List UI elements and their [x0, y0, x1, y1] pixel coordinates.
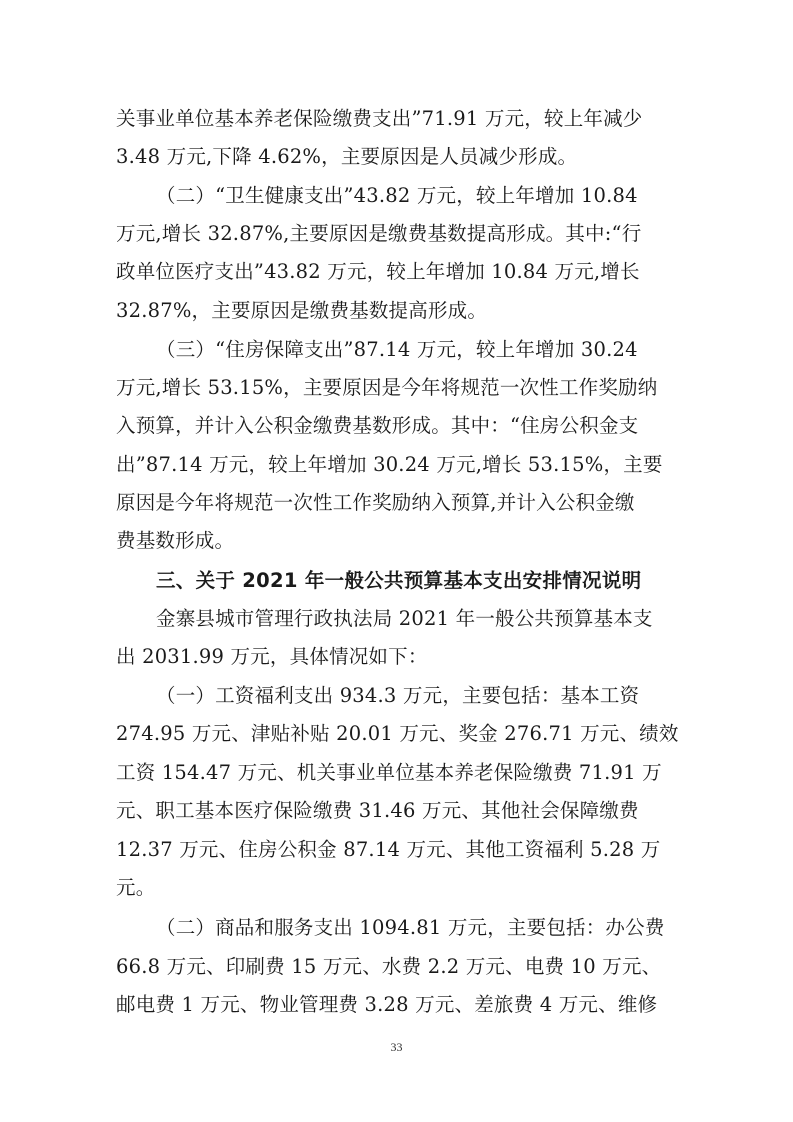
- text-line: 万元,增长 32.87%,主要原因是缴费基数提高形成。其中:“行: [116, 222, 642, 245]
- text-line: 274.95 万元、津贴补贴 20.01 万元、奖金 276.71 万元、绩效: [116, 722, 679, 745]
- page-number: 33: [390, 1040, 403, 1054]
- paragraph-first-line: 金寨县城市管理行政执法局 2021 年一般公共预算基本支: [156, 607, 653, 630]
- text-line: 12.37 万元、住房公积金 87.14 万元、其他工资福利 5.28 万: [116, 838, 661, 861]
- text-line: 元。: [116, 876, 156, 899]
- text-line: 66.8 万元、印刷费 15 万元、水费 2.2 万元、电费 10 万元、: [116, 955, 662, 978]
- text-line: 原因是今年将规范一次性工作奖励纳入预算,并计入公积金缴: [116, 491, 635, 514]
- paragraph-first-line: （三）“住房保障支出”87.14 万元，较上年增加 30.24: [156, 338, 638, 361]
- text-line: 政单位医疗支出”43.82 万元，较上年增加 10.84 万元,增长: [116, 260, 640, 283]
- text-line: 关事业单位基本养老保险缴费支出”71.91 万元，较上年减少: [116, 107, 643, 130]
- text-line: 万元,增长 53.15%，主要原因是今年将规范一次性工作奖励纳: [116, 376, 658, 399]
- text-line: 元、职工基本医疗保险缴费 31.46 万元、其他社会保障缴费: [116, 799, 639, 822]
- text-line: 32.87%，主要原因是缴费基数提高形成。: [116, 299, 488, 322]
- text-line: 工资 154.47 万元、机关事业单位基本养老保险缴费 71.91 万: [116, 761, 662, 784]
- text-line: 费基数形成。: [116, 529, 235, 552]
- paragraph-first-line: （二）商品和服务支出 1094.81 万元，主要包括：办公费: [156, 916, 665, 939]
- paragraph-first-line: （二）“卫生健康支出”43.82 万元，较上年增加 10.84: [156, 184, 638, 207]
- text-line: 出”87.14 万元，较上年增加 30.24 万元,增长 53.15%，主要: [116, 453, 663, 476]
- text-line: 出 2031.99 万元，具体情况如下：: [116, 645, 428, 668]
- text-line: 邮电费 1 万元、物业管理费 3.28 万元、差旅费 4 万元、维修: [116, 993, 658, 1016]
- text-line: 3.48 万元,下降 4.62%，主要原因是人员减少形成。: [116, 145, 578, 168]
- section-heading: 三、关于 2021 年一般公共预算基本支出安排情况说明: [156, 569, 642, 592]
- paragraph-first-line: （一）工资福利支出 934.3 万元，主要包括：基本工资: [156, 684, 640, 707]
- text-line: 入预算，并计入公积金缴费基数形成。其中：“住房公积金支: [116, 414, 639, 437]
